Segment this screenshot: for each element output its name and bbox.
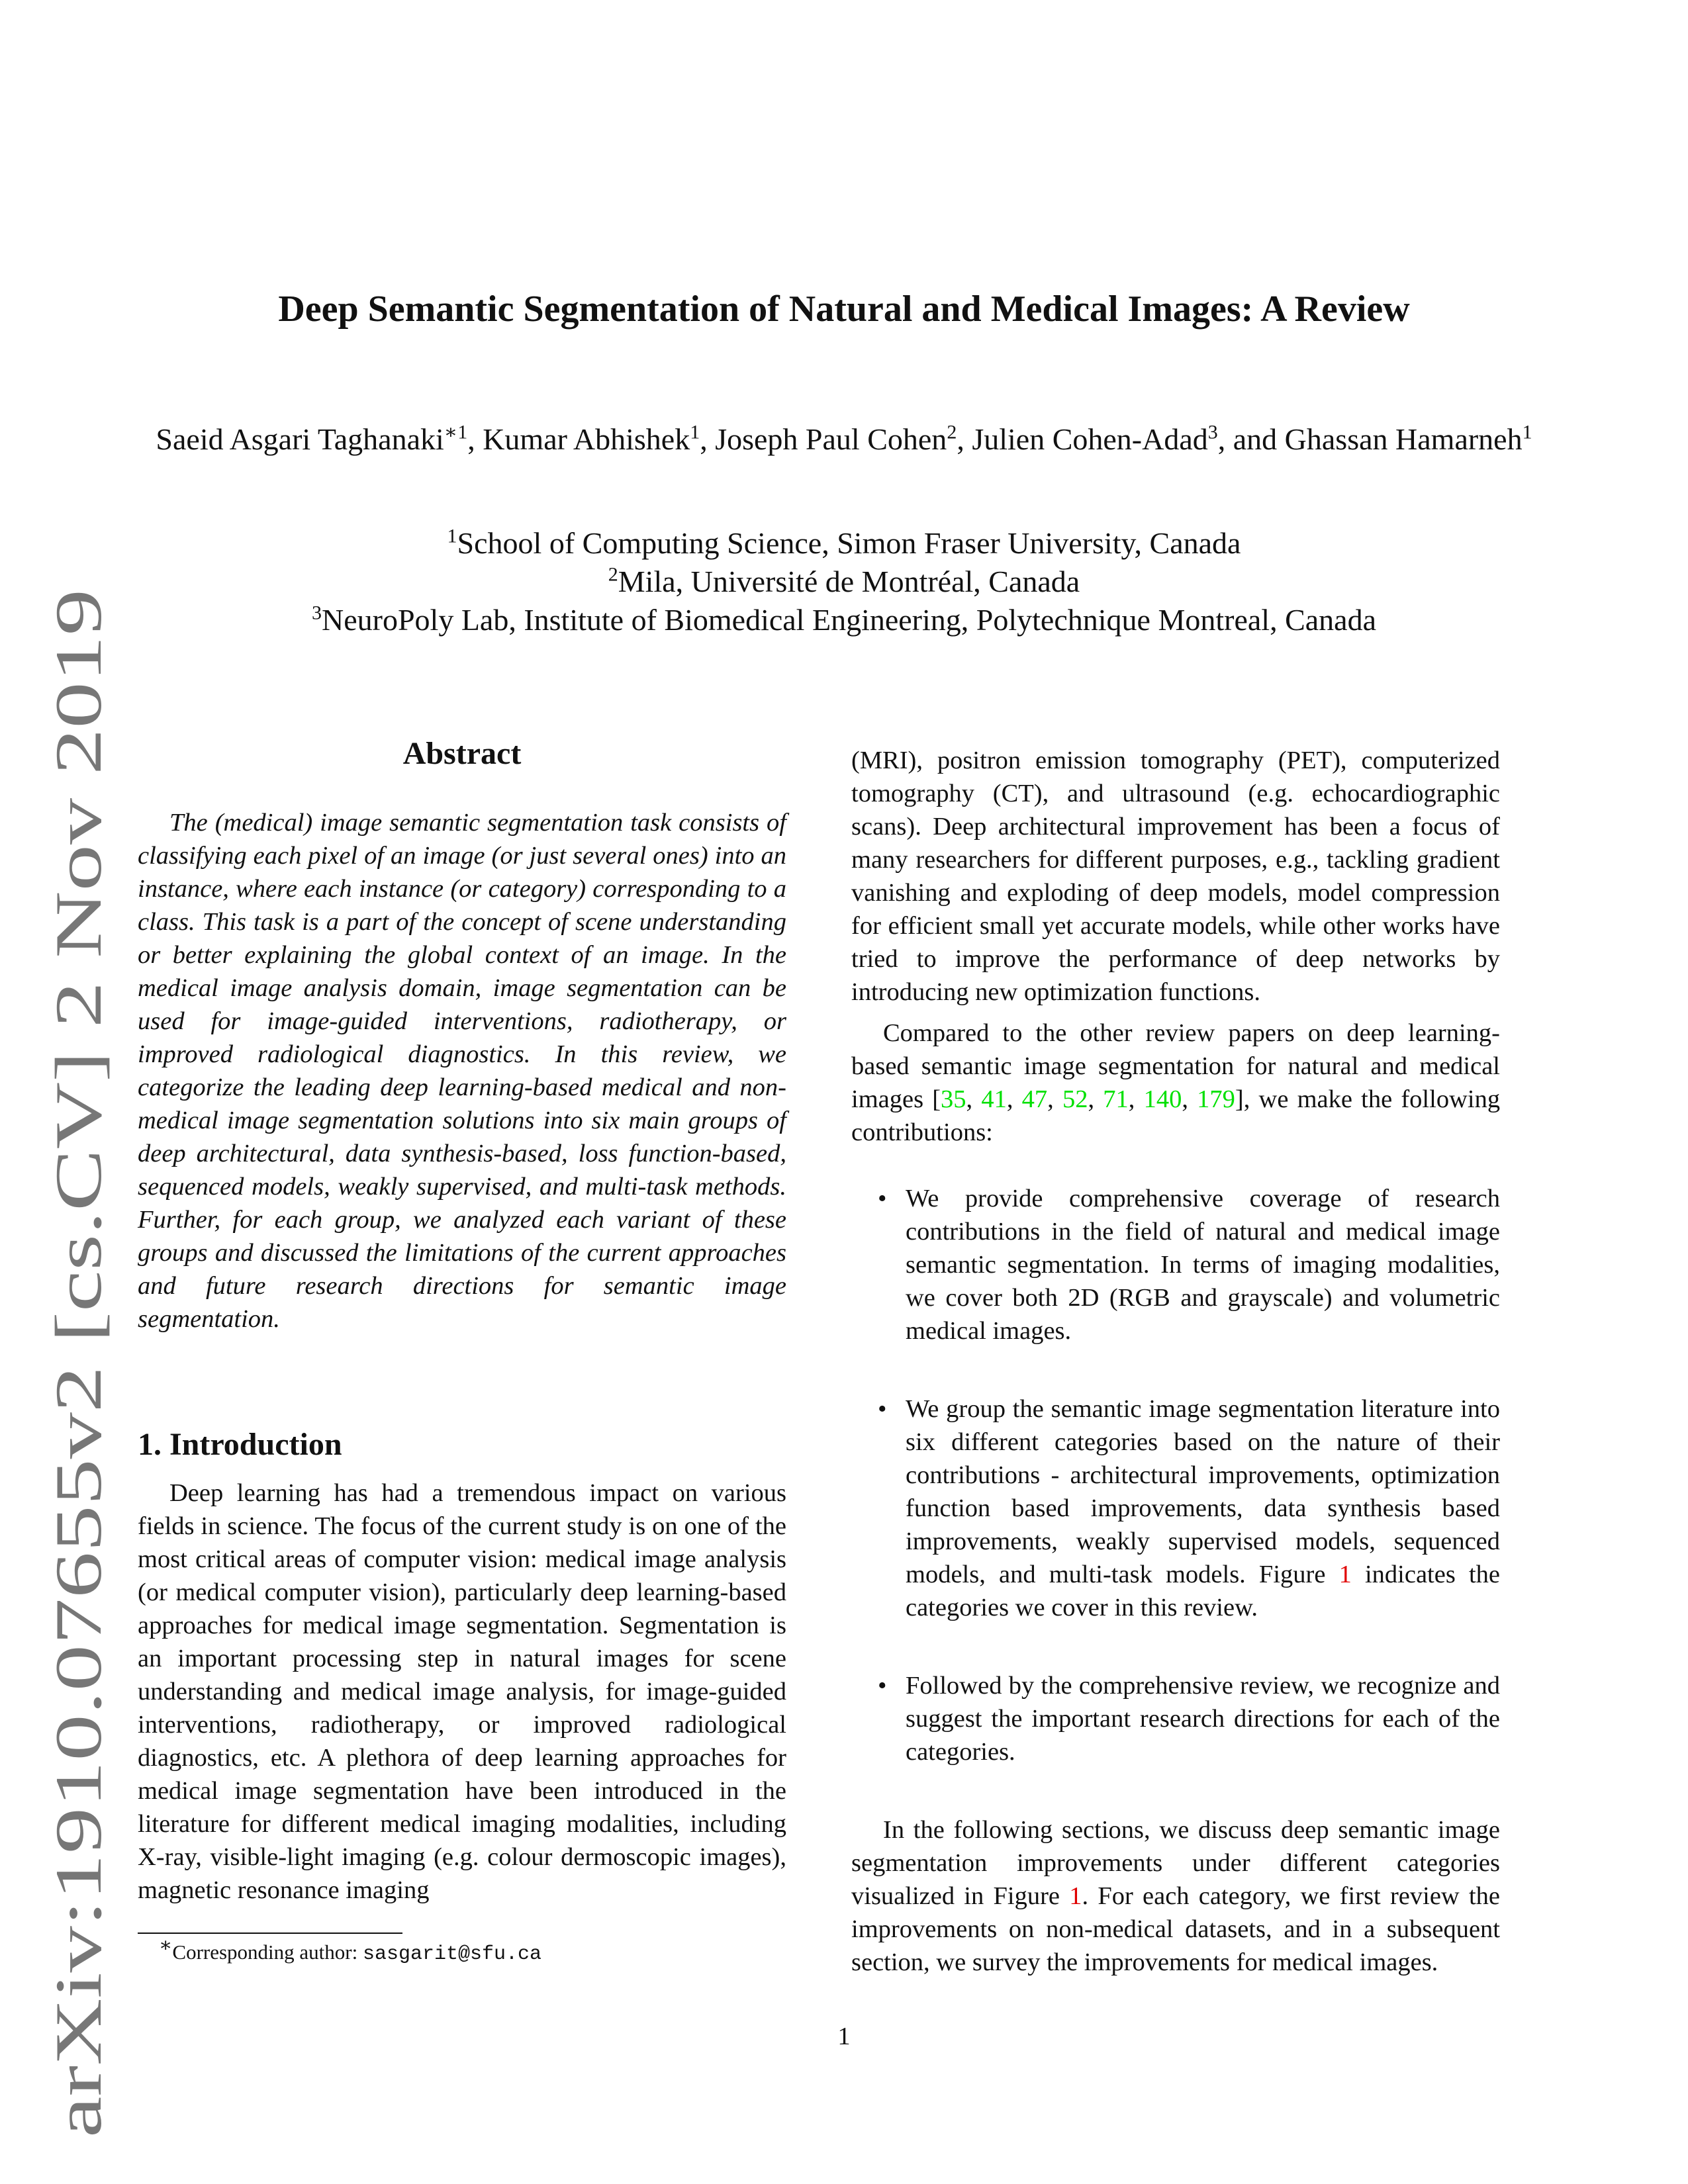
introduction-paragraph-continued: (MRI), positron emission tomography (PET), computerized tomography (CT), and ultrasound (e.g. echocardiographic scans). Deep architectural improvement has been a focus of many researchers for different purposes, e.g., tackling gradient vanishing and exploding of deep models, model compression for efficient small yet accurate models, while other works have tried to improve the performance of deep networks by introducing new optimization functions. xyxy=(851,747,1500,1006)
introduction-heading: 1. Introduction xyxy=(138,1427,342,1462)
affiliation xyxy=(119,601,1569,639)
author-affiliation-mark: 1 xyxy=(1522,421,1532,443)
footnote-label: Corresponding author: xyxy=(172,1940,363,1964)
citation-link[interactable]: 35 xyxy=(941,1085,966,1113)
abstract-text: The (medical) image semantic segmentation task consists of classifying each pixel of an image (or just several ones) into an instance, where each instance (or category) corresponding to a class. This task is a part of the concept of scene understanding or better explaining the global context of an image. In the medical image analysis domain, image segmentation can be used for image-guided interventions, radiotherapy, or improved radiological diagnostics. In this review, we categorize the leading deep learning-based medical and non-medical image segmentation solutions into six main groups of deep architectural, data synthesis-based, loss function-based, sequenced models, weakly supervised, and multi-task methods. Further, for each group, we analyzed each variant of these groups and discussed the limitations of the current approaches and future research directions for semantic image segmentation. xyxy=(138,809,786,1333)
left-column xyxy=(138,735,786,1907)
author-name: Joseph Paul Cohen xyxy=(715,422,947,456)
citation-link[interactable]: 179 xyxy=(1197,1085,1235,1113)
citation-link[interactable]: 47 xyxy=(1021,1085,1048,1113)
affiliation xyxy=(119,524,1569,563)
affiliation-list xyxy=(119,524,1569,639)
affiliation-text: NeuroPoly Lab, Institute of Biomedical Engineering, Polytechnique Montreal, Canada xyxy=(322,603,1376,637)
contributions-list xyxy=(851,1182,1500,1768)
citation-link[interactable]: 140 xyxy=(1143,1085,1182,1113)
author-affiliation-mark: 1 xyxy=(690,421,700,443)
right-column xyxy=(851,744,1500,1979)
list-item-text xyxy=(906,1392,1500,1624)
list-item xyxy=(851,1182,1500,1347)
author-affiliation-mark: ∗1 xyxy=(444,421,468,443)
author-name: and Ghassan Hamarneh xyxy=(1233,422,1523,456)
corresponding-email: sasgarit@sfu.ca xyxy=(362,1943,542,1966)
affiliation xyxy=(119,563,1569,601)
affiliation-number: 3 xyxy=(312,602,322,624)
paper-title: Deep Semantic Segmentation of Natural and Medical Images: A Review xyxy=(278,289,1410,330)
author-list: Saeid Asgari Taghanaki$^{∗1}$, Kumar Abhishek$^1$, Joseph Paul Cohen$^2$, Julien Cohen-Adad$^3$, and Ghassan Hamarneh$^1$ xyxy=(156,421,1532,456)
list-item-text-part: We group the semantic image segmentation literature into six different categories based on the nature of their contributions - architectural improvements, optimization function based improvements, data synthesis based improvements, weakly supervised models, sequenced models, and multi-task models. Figure xyxy=(906,1395,1500,1588)
sections-overview-paragraph xyxy=(851,1813,1500,1979)
citation-separator: , xyxy=(1128,1085,1144,1113)
arxiv-stamp xyxy=(26,569,126,2158)
bullet-icon: • xyxy=(878,1395,887,1423)
list-item xyxy=(851,1392,1500,1624)
footnote xyxy=(159,1934,542,1968)
citation-link[interactable]: 71 xyxy=(1103,1085,1129,1113)
contributions-intro-paragraph xyxy=(851,1017,1500,1149)
figure-ref-link[interactable]: 1 xyxy=(1069,1882,1082,1910)
paragraph-text: . For each category, we first review the improvements on non-medical datasets, and in a subsequent section, we survey the improvements for medical images. xyxy=(851,1882,1500,1976)
bullet-icon: • xyxy=(878,1185,887,1212)
abstract-heading: Abstract xyxy=(402,736,522,771)
affiliation-text: School of Computing Science, Simon Fraser University, Canada xyxy=(457,526,1241,560)
author-name: Kumar Abhishek xyxy=(483,422,690,456)
list-item-text: Followed by the comprehensive review, we recognize and suggest the important research directions for each of the categories. xyxy=(906,1672,1500,1766)
paragraph-text: Compared to the other review papers on deep learning-based semantic image segmentation for natural and medical images [ xyxy=(851,1019,1500,1113)
author-name: Julien Cohen-Adad xyxy=(972,422,1208,456)
list-item-text: We provide comprehensive coverage of research contributions in the field of natural and medical image semantic segmentation. In terms of imaging modalities, we cover both 2D (RGB and grayscale) and volumetric medical images. xyxy=(906,1185,1500,1345)
page-number: 1 xyxy=(837,2023,851,2050)
author-affiliation-mark: 2 xyxy=(947,421,957,443)
citation-link[interactable]: 52 xyxy=(1062,1085,1088,1113)
footnote-mark: ∗ xyxy=(159,1934,173,1956)
affiliation-number: 1 xyxy=(447,525,457,547)
affiliation-number: 2 xyxy=(608,563,618,586)
arxiv-stamp-text: arXiv:1910.07655v2 [cs.CV] 2 Nov 2019 xyxy=(42,1034,115,2138)
paragraph-text: In the following sections, we discuss deep semantic image segmentation improvements under different categories visualized in Figure xyxy=(851,1816,1500,1910)
list-item xyxy=(851,1669,1500,1768)
list-item-text-part: indicates the categories we cover in this review. xyxy=(906,1561,1500,1621)
paragraph-text: ], we make the following contributions: xyxy=(851,1085,1501,1146)
author-name: Saeid Asgari Taghanaki xyxy=(156,422,444,456)
footnote-divider xyxy=(138,1933,402,1934)
citation-link[interactable]: 41 xyxy=(981,1085,1007,1113)
citation-separator: , xyxy=(1047,1085,1062,1113)
figure-ref-link[interactable]: 1 xyxy=(1338,1561,1352,1588)
bullet-icon: • xyxy=(878,1672,887,1700)
introduction-paragraph: Deep learning has had a tremendous impact on various fields in science. The focus of the current study is on one of the most critical areas of computer vision: medical image analysis (or medical computer vision), particularly deep learning-based approaches for medical image segmentation. Segmentation is an important processing step in natural images for scene understanding and medical image analysis, for image-guided interventions, radiotherapy, or improved radiological diagnostics, etc. A plethora of deep learning approaches for medical image segmentation have been introduced in the literature for different medical imaging modalities, including X-ray, visible-light imaging (e.g. colour dermoscopic images), magnetic resonance imaging xyxy=(138,1479,786,1904)
citation-separator: , xyxy=(1006,1085,1022,1113)
citation-separator: , xyxy=(966,1085,982,1113)
citation-separator: , xyxy=(1088,1085,1103,1113)
affiliation-text: Mila, Université de Montréal, Canada xyxy=(618,565,1080,598)
author-affiliation-mark: 3 xyxy=(1207,421,1218,443)
citation-separator: , xyxy=(1182,1085,1197,1113)
